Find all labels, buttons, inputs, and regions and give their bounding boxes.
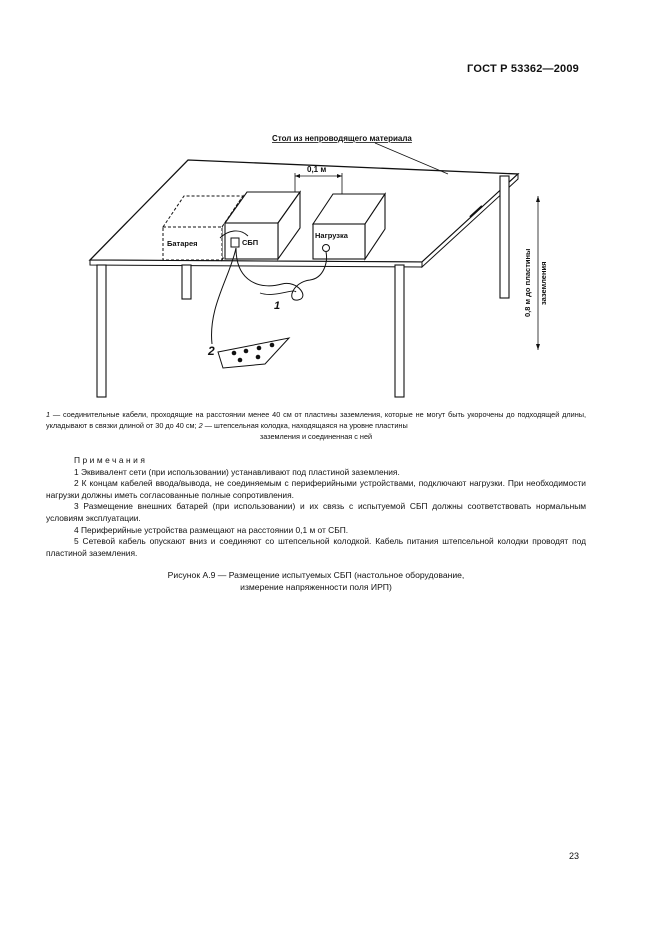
ups-socket [231, 238, 239, 247]
note-item: 3 Размещение внешних батарей (при использовании) и их связь с испытуемой СБП должны соответствовать нормальным условиям эксплуатации. [46, 501, 586, 523]
legend-text-2: — штепсельная колодка, находящаяся на уровне пластины [202, 421, 408, 430]
marker-2: 2 [208, 344, 215, 358]
height-label-line1: 0,8 м до пластины [523, 248, 532, 317]
distance-label: 0,1 м [307, 165, 327, 174]
load-connector [323, 245, 330, 252]
legend-num-2: 2 [198, 421, 203, 430]
figure-legend [46, 409, 586, 442]
legend-text-3: заземления и соединенная с ней [259, 432, 373, 441]
table-leg-back-left [182, 265, 191, 299]
note-item: 5 Сетевой кабель опускают вниз и соединяют со штепсельной колодкой. Кабель питания штепсельной колодки проводят под пластиной заземления. [46, 536, 586, 558]
caption-line-2: измерение напряженности поля ИРП) [240, 582, 392, 592]
note-item: 1 Эквивалент сети (при использовании) устанавливают под пластиной заземления. [74, 466, 400, 477]
power-strip [218, 338, 289, 368]
battery-label: Батарея [167, 239, 198, 248]
note-item: 2 К концам кабелей ввода/вывода, не соединяемым с периферийными устройствами, подключают нагрузки. При необходимости нагрузки должны иметь согласованные полные сопротивления. [46, 478, 586, 500]
legend-num-1: 1 [46, 410, 51, 419]
test-setup-figure [60, 112, 600, 412]
marker-1: 1 [274, 300, 281, 312]
table-top [90, 160, 518, 262]
note-item: 4 Периферийные устройства размещают на расстоянии 0,1 м от СБП. [74, 524, 349, 535]
table-label: Стол из непроводящего материала [272, 134, 412, 143]
load-label: Нагрузка [315, 231, 348, 240]
table-diagram [60, 112, 600, 412]
ups-label: СБП [242, 238, 259, 247]
notes-title: Примечания [74, 455, 148, 465]
height-label-line2: заземления [539, 261, 548, 305]
page-number: 23 [568, 851, 579, 861]
document-id: ГОСТ Р 53362—2009 [467, 63, 579, 75]
legend-text-1: — соединительные кабели, проходящие на расстоянии менее 40 см от пластины заземления, которые не могут быть укорочены до подходящей длины, укладывают в связки длиной от 30 до 40 см; [46, 410, 586, 430]
table-leg-back-right [500, 176, 509, 298]
caption-line-1: Рисунок А.9 — Размещение испытуемых СБП (настольное оборудование, [167, 570, 465, 580]
table-leg-front-left [97, 265, 106, 397]
table-leg-front-right [395, 265, 404, 397]
load-box [313, 224, 365, 259]
figure-caption [46, 569, 586, 593]
notes-section [46, 455, 586, 559]
